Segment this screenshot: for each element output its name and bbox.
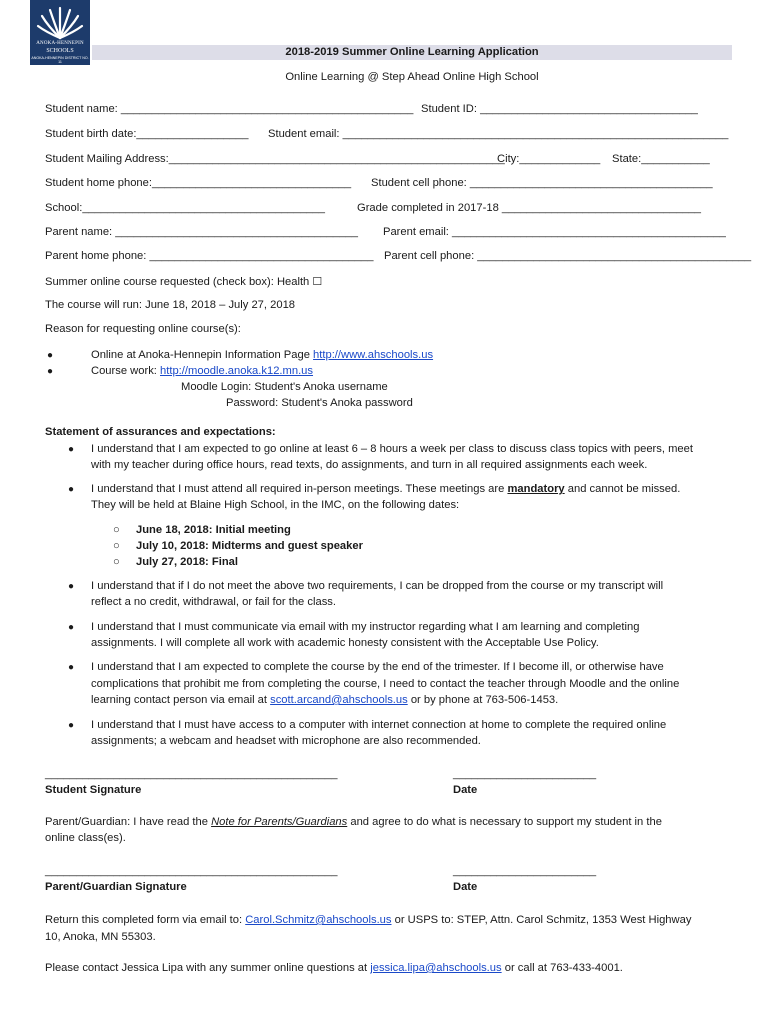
assurance-1-line1: I understand that I am expected to go online at least 6 – 8 hours a week per class to discuss class topics with peers, meet [91, 443, 693, 455]
parent-cell-phone-field[interactable]: Parent cell phone: ____________________________________________ [384, 250, 752, 262]
circle-bullet-icon: ○ [113, 540, 120, 552]
bullet-icon: ● [68, 622, 75, 633]
assurance-5-line1: I understand that I am expected to complete the course by the end of the trimester. If I become ill, or otherwise have [91, 661, 664, 673]
parent-date-line[interactable]: _______________________ [453, 865, 597, 877]
scott-email-link[interactable]: scott.arcand@ahschools.us [270, 694, 408, 706]
assurance-3-line2: reflect a no credit, withdrawal, or fail for the class. [91, 596, 336, 608]
assurance-6-line2: assignments; a webcam and headset with microphone are also recommended. [91, 735, 481, 747]
assurance-5-line3 [91, 694, 558, 706]
meeting-date-2: July 10, 2018: Midterms and guest speaker [136, 540, 363, 552]
assurance-5-line2: complications that prohibit me from completing the course, I need to contact the teacher through Moodle and the online [91, 678, 680, 690]
student-email-field[interactable]: Student email: ______________________________________________________________ [268, 128, 729, 140]
course-requested-checkbox[interactable]: Summer online course requested (check box): Health ☐ [45, 276, 323, 288]
course-dates: The course will run: June 18, 2018 – July 27, 2018 [45, 299, 296, 311]
student-signature-label: Student Signature [45, 784, 142, 796]
parent-signature-line[interactable]: _______________________________________________ [45, 865, 338, 877]
note-for-parents-link: Note for Parents/Guardians [211, 816, 348, 828]
moodle-password: Password: Student's Anoka password [226, 397, 413, 409]
student-signature-line[interactable]: _______________________________________________ [45, 768, 338, 780]
school-field[interactable]: School:_______________________________________ [45, 202, 325, 214]
circle-bullet-icon: ○ [113, 524, 120, 536]
cell-phone-field[interactable]: Student cell phone: _______________________________________ [371, 177, 713, 189]
form-title: 2018-2019 Summer Online Learning Application [92, 45, 732, 60]
state-field[interactable]: State:___________ [612, 153, 710, 165]
bullet-icon: ● [47, 350, 54, 361]
parent-signature-label: Parent/Guardian Signature [45, 881, 187, 893]
return-text-end: or USPS to: STEP, Attn. Carol Schmitz, 1353 West Highway [391, 914, 692, 926]
grade-field[interactable]: Grade completed in 2017-18 ________________________________ [357, 202, 702, 214]
carol-email-link[interactable]: Carol.Schmitz@ahschools.us [245, 914, 392, 926]
bullet-icon: ● [47, 366, 54, 377]
return-instructions-line1 [45, 914, 691, 926]
contact-text-end: or call at 763-433-4001. [501, 962, 623, 974]
reason-label: Reason for requesting online course(s): [45, 323, 241, 335]
bullet-icon: ● [68, 720, 75, 731]
bullet-icon: ● [68, 444, 75, 455]
assurance-5-text: learning contact person via email at [91, 694, 271, 706]
logo-line3: ANOKA-HENNEPIN DISTRICT NO. 11 [31, 56, 89, 64]
student-id-field[interactable]: Student ID: ___________________________________ [421, 103, 698, 115]
assurance-2-line1 [91, 483, 680, 495]
mandatory-text: mandatory [507, 483, 565, 495]
parent-email-field[interactable]: Parent email: ____________________________________________ [383, 226, 726, 238]
contact-line [45, 962, 623, 974]
contact-text: Please contact Jessica Lipa with any summer online questions at [45, 962, 371, 974]
moodle-link[interactable]: http://moodle.anoka.k12.mn.us [160, 365, 314, 377]
parent-home-phone-field[interactable]: Parent home phone: ____________________________________ [45, 250, 374, 262]
home-phone-field[interactable]: Student home phone:________________________________ [45, 177, 352, 189]
assurance-6-line1: I understand that I must have access to a computer with internet connection at home to complete the required online [91, 719, 667, 731]
assurance-5-text-end: or by phone at 763-506-1453. [407, 694, 559, 706]
city-field[interactable]: City:_____________ [497, 153, 601, 165]
info-page-link[interactable]: http://www.ahschools.us [313, 349, 434, 361]
jessica-email-link[interactable]: jessica.lipa@ahschools.us [370, 962, 502, 974]
assurances-heading: Statement of assurances and expectations: [45, 426, 276, 438]
course-work-line [91, 365, 313, 377]
bullet-icon: ● [68, 484, 75, 495]
meeting-date-3: July 27, 2018: Final [136, 556, 238, 568]
parent-name-field[interactable]: Parent name: _______________________________________ [45, 226, 358, 238]
meeting-date-1: June 18, 2018: Initial meeting [136, 524, 291, 536]
student-name-field[interactable]: Student name: _______________________________________________ [45, 103, 414, 115]
assurance-2-text: I understand that I must attend all required in-person meetings. These meetings are [91, 483, 508, 495]
return-instructions-line2: 10, Anoka, MN 55303. [45, 931, 156, 943]
student-date-line[interactable]: _______________________ [453, 768, 597, 780]
district-logo [30, 0, 90, 65]
logo-line1: ANOKA-HENNEPIN [36, 41, 84, 46]
moodle-login: Moodle Login: Student's Anoka username [181, 381, 388, 393]
assurance-1-line2: with my teacher during office hours, read texts, do assignments, and turn in all required assignments each week. [91, 459, 648, 471]
parent-statement-text: Parent/Guardian: I have read the [45, 816, 212, 828]
parent-date-label: Date [453, 881, 478, 893]
info-page-label: Online at Anoka-Hennepin Information Page [91, 349, 314, 361]
assurance-4-line2: assignments. I will complete all work with academic honesty consistent with the Acceptable Use Policy. [91, 637, 599, 649]
wheat-logo-icon [30, 0, 90, 40]
bullet-icon: ● [68, 662, 75, 673]
bullet-icon: ● [68, 581, 75, 592]
assurance-4-line1: I understand that I must communicate via email with my instructor regarding what I am learning and completing [91, 621, 640, 633]
return-text: Return this completed form via email to: [45, 914, 246, 926]
parent-statement-line2: online class(es). [45, 832, 126, 844]
parent-statement-line1 [45, 816, 662, 828]
assurance-2-line2: They will be held at Blaine High School, in the IMC, on the following dates: [91, 499, 460, 511]
form-subtitle: Online Learning @ Step Ahead Online High School [285, 71, 539, 83]
birth-date-field[interactable]: Student birth date:__________________ [45, 128, 249, 140]
info-page-line [91, 349, 433, 361]
assurance-3-line1: I understand that if I do not meet the above two requirements, I can be dropped from the course or my transcript will [91, 580, 664, 592]
logo-line2: SCHOOLS [46, 48, 74, 54]
course-work-label: Course work: [91, 365, 161, 377]
assurance-2-text-end: and cannot be missed. [564, 483, 681, 495]
circle-bullet-icon: ○ [113, 556, 120, 568]
parent-statement-text-end: and agree to do what is necessary to support my student in the [347, 816, 662, 828]
student-date-label: Date [453, 784, 478, 796]
mailing-address-field[interactable]: Student Mailing Address:______________________________________________________ [45, 153, 505, 165]
